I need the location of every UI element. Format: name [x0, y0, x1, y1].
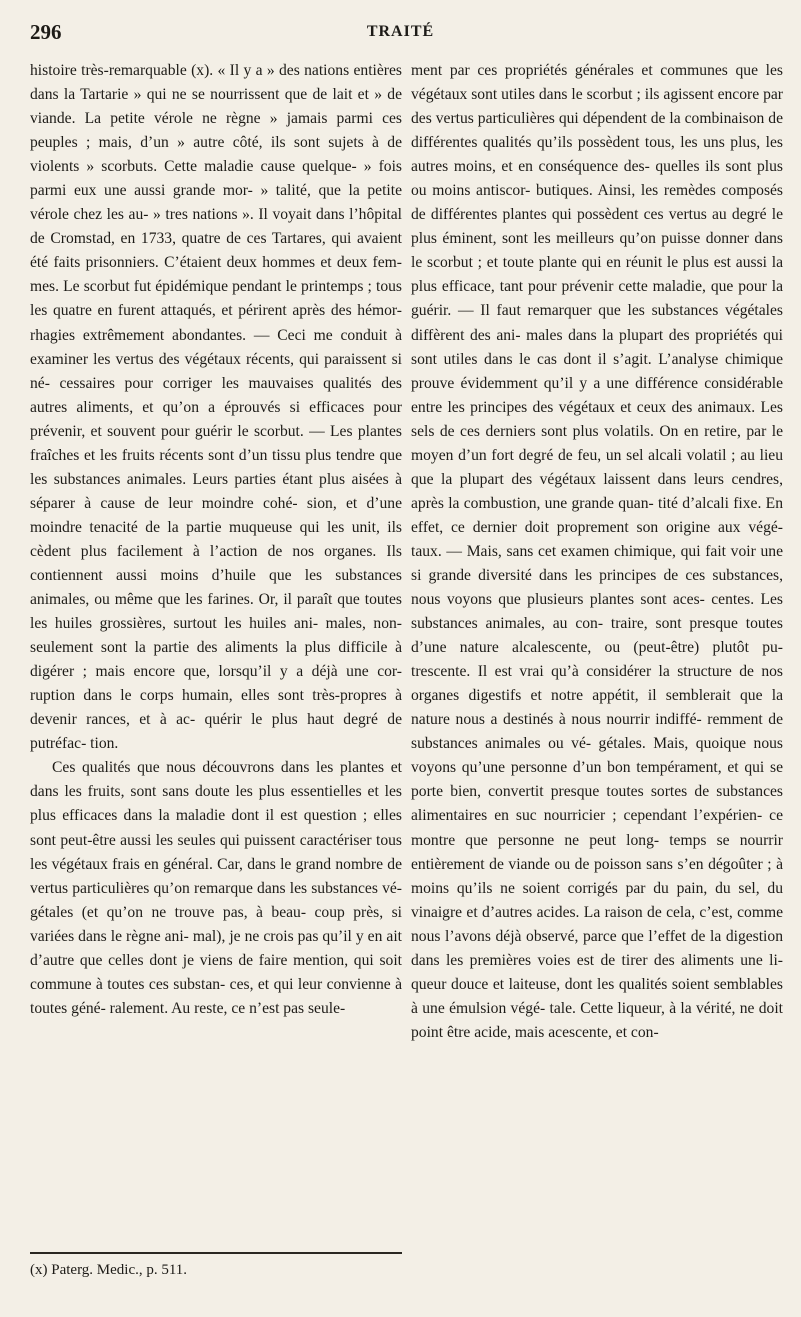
running-title: TRAITÉ	[366, 23, 435, 40]
left-column	[30, 59, 402, 1021]
left-paragraph-2: Ces qualités que nous découvrons dans les plantes et dans les fruits, sont sans doute les plus essentielles et les plus efficaces dans la maladie dont il est question ; elles sont peut-être aussi les seules qui puissent caractériser tous les végétaux frais en général. Car, dans le grand nombre de vertus particulières qu’on remarque dans les substances vé- gétales (et qu’on ne trouve pas, à beau- coup près, si variées dans le règne ani- mal), je ne crois pas qu’il y en ait d’autre que celles dont je viens de faire mention, qui soit commune à toutes ces substan- ces, et qui leur convienne à toutes géné- ralement. Au reste, ce n’est pas seule-	[30, 759, 402, 1017]
right-column	[411, 59, 783, 1045]
footnote: (x) Paterg. Medic., p. 511.	[30, 1262, 188, 1278]
left-paragraph-1: histoire très-remarquable (x). « Il y a » des nations entières dans la Tartarie » qui ne se nourrissent que de lait et » de viande. La petite vérole ne règne » jamais parmi ces peuples ; mais, d’un » autre côté, ils sont sujets à de violents » scorbuts. Cette maladie cause quelque- » fois parmi eux une aussi grande mor- » talité, que la petite vérole chez les au- » tres nations ». Il voyait dans l’hôpital de Cromstad, en 1733, quatre de ces Tartares, qui avaient été faits prisonniers. C’étaient deux hommes et deux fem- mes. Le scorbut fut épidémique pendant le printemps ; tous les quatre en furent attaqués, et périrent après des hémor- rhagies extrêmement abondantes. — Ceci me conduit à examiner les vertus des végétaux récents, qui paraissent si né- cessaires pour corriger les mauvaises qualités des autres aliments, et qu’on a éprouvés si efficaces pour prévenir, et souvent pour guérir le scorbut. — Les plantes fraîches et les fruits récents sont d’un tissu plus tendre que les substances animales. Leurs parties étant plus aisées à séparer à cause de leur moindre cohé- sion, et d’une moindre tenacité de la partie muqueuse qui les unit, ils cèdent plus facilement à l’action de nos organes. Ils contiennent aussi moins d’huile que les substances animales, ou même que les farines. Or, il paraît que toutes les huiles grossières, surtout les huiles ani- males, non-seulement sont la partie des aliments la plus difficile à digérer ; mais encore que, lorsqu’il y a déjà une cor- ruption dans le corps humain, elles sont très-propres à devenir rances, et à ac- quérir le plus haut degré de putréfac- tion.	[30, 62, 402, 753]
page-header	[0, 20, 801, 50]
footnote-rule	[30, 1252, 402, 1254]
page-number: 296	[30, 20, 62, 44]
right-paragraph-1: ment par ces propriétés générales et communes que les végétaux sont utiles dans le scorbut ; ils agissent encore par des vertus particulières qui dépendent de la combinaison de différentes qualités qu’ils possèdent tous, les uns plus, les autres moins, et en conséquence des- quelles ils sont plus ou moins antiscor- butiques. Ainsi, les remèdes composés de différentes plantes qui possèdent ces vertus au degré le plus éminent, sont les meilleurs qu’on puisse donner dans le scorbut ; et toute plante qui en réunit le plus est aussi la plus efficace, tant pour prévenir cette maladie, que pour la guérir. — Il faut remarquer que les substances végétales diffèrent des ani- males dans la plupart des propriétés qui sont utiles dans le cas dont il s’agit. L’analyse chimique prouve évidemment qu’il y a une différence considérable entre les principes des végétaux et ceux des animaux. Les sels de ces derniers sont plus volatils. On en retire, par le moyen d’un fort degré de feu, un sel alcali volatil ; au lieu que la plupart des végétaux laissent dans leurs cendres, après la combustion, une grande quan- tité d’alcali fixe. En effet, ce dernier doit proprement son origine aux végé- taux. — Mais, sans cet examen chimique, qui fait voir une si grande diversité dans les principes de ces substances, nous voyons que plusieurs plantes sont aces- centes. Les substances animales, au con- traire, sont presque toutes d’une nature alcalescente, ou (peut-être) plutôt pu- trescente. Il est vrai qu’à considérer la structure de nos organes digestifs et notre appétit, il semblerait que la nature nous a destinés à nous nourrir indiffé- remment de substances animales ou vé- gétales. Mais, quoique nous voyons qu’une personne d’un bon tempérament, et qui se porte bien, convertit presque toutes sortes de substances alimentaires en suc nourricier ; cependant l’expérien- ce montre que personne ne peut long- temps se nourrir entièrement de viande ou de poisson sans s’en dégoûter ; à moins qu’ils ne soient corrigés par du pain, du sel, du vinaigre et d’autres acides. La raison de cela, c’est, comme nous l’avons déjà observé, parce que l’effet de la digestion dans les premières voies est de tirer des aliments une li- queur douce et laiteuse, dont les qualités soient semblables à une émulsion végé- tale. Cette liqueur, à la vérité, ne doit point être acide, mais acescente, et con-	[411, 62, 783, 1041]
